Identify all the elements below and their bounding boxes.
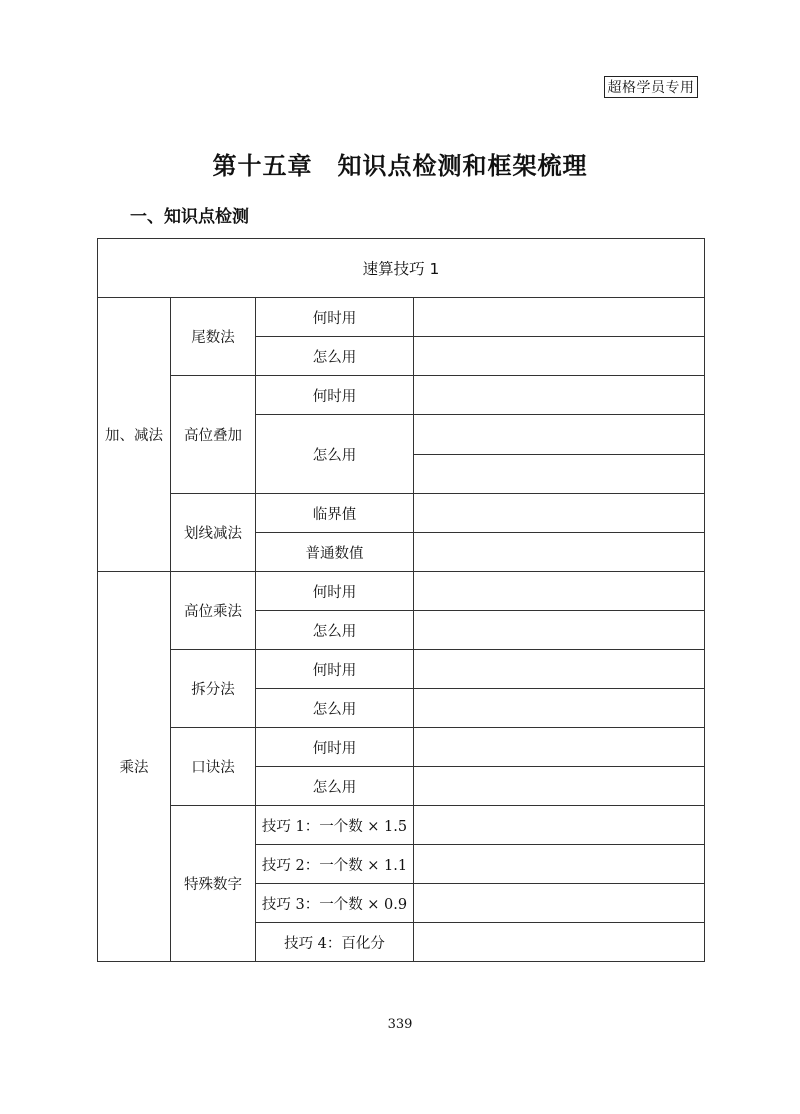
item-label: 何时用 [256,376,414,415]
answer-cell[interactable] [414,376,705,415]
item-label: 怎么用 [256,689,414,728]
item-label: 怎么用 [256,611,414,650]
answer-cell[interactable] [414,767,705,806]
category-add-subtract: 加、减法 [98,298,171,572]
answer-cell[interactable] [414,806,705,845]
item-label: 技巧 3：一个数 × 0.9 [256,884,414,923]
method-tail-number: 尾数法 [171,298,256,376]
answer-cell[interactable] [414,689,705,728]
answer-cell[interactable] [414,454,705,494]
item-label: 怎么用 [256,767,414,806]
exclusive-badge: 超格学员专用 [604,76,698,98]
page-number: 339 [387,1017,413,1032]
item-label: 怎么用 [256,415,414,494]
section-heading: 一、知识点检测 [130,207,249,227]
item-label: 何时用 [256,650,414,689]
table-heading: 速算技巧 1 [98,239,705,298]
item-label: 临界值 [256,494,414,533]
item-label: 技巧 1：一个数 × 1.5 [256,806,414,845]
answer-cell[interactable] [414,337,705,376]
answer-cell[interactable] [414,728,705,767]
category-multiply: 乘法 [98,572,171,962]
method-line-subtraction: 划线减法 [171,494,256,572]
answer-cell[interactable] [414,923,705,962]
method-mnemonic: 口诀法 [171,728,256,806]
answer-cell[interactable] [414,650,705,689]
item-label: 普通数值 [256,533,414,572]
answer-cell[interactable] [414,884,705,923]
answer-cell[interactable] [414,494,705,533]
answer-cell[interactable] [414,845,705,884]
item-label: 何时用 [256,298,414,337]
method-split: 拆分法 [171,650,256,728]
method-special-numbers: 特殊数字 [171,806,256,962]
answer-cell[interactable] [414,298,705,337]
answer-cell[interactable] [414,533,705,572]
chapter-title: 第十五章 知识点检测和框架梳理 [212,152,588,180]
item-label: 技巧 2：一个数 × 1.1 [256,845,414,884]
method-high-digit-stack: 高位叠加 [171,376,256,494]
item-label: 何时用 [256,572,414,611]
item-label: 怎么用 [256,337,414,376]
answer-cell[interactable] [414,611,705,650]
item-label: 技巧 4：百化分 [256,923,414,962]
knowledge-check-table [97,238,705,962]
answer-cell[interactable] [414,572,705,611]
method-high-digit-multiply: 高位乘法 [171,572,256,650]
answer-cell[interactable] [414,415,705,455]
item-label: 何时用 [256,728,414,767]
